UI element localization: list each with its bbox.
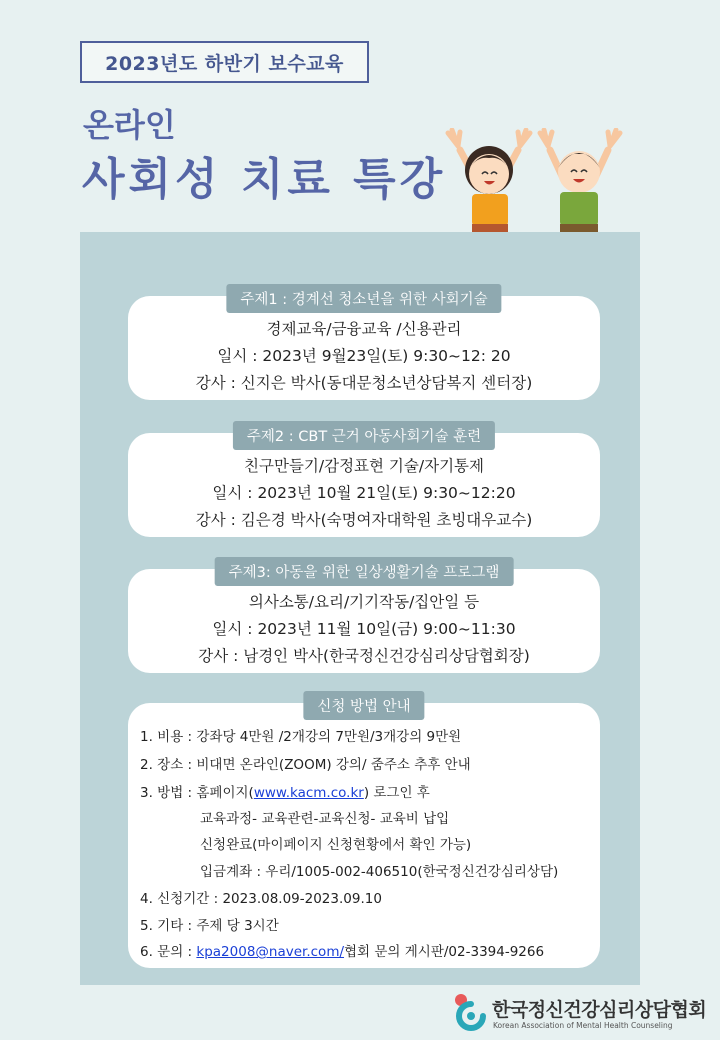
application-info-card xyxy=(128,699,600,968)
info-contact xyxy=(140,940,544,960)
info-method xyxy=(140,781,430,801)
session-label: 주제3: 아동을 위한 일상생활기술 프로그램 xyxy=(215,557,514,586)
session-topics: 친구만들기/감정표현 기술/자기통제 xyxy=(244,457,484,475)
session-date: 일시 : 2023년 9월23일(토) 9:30~12: 20 xyxy=(217,347,511,365)
session-date: 일시 : 2023년 10월 21일(토) 9:30~12:20 xyxy=(212,484,516,502)
info-etc: 5. 기타 : 주제 당 3시간 xyxy=(140,918,279,934)
session-topics: 의사소통/요리/기기작동/집안일 등 xyxy=(248,593,480,611)
contact-suffix: 협회 문의 게시판/02-3394-9266 xyxy=(344,944,545,960)
program-badge: 2023년도 하반기 보수교육 xyxy=(80,41,369,83)
session-topics: 경제교육/금융교육 /신용관리 xyxy=(266,320,462,338)
session-lecturer: 강사 : 김은경 박사(숙명여자대학원 초빙대우교수) xyxy=(195,511,533,529)
info-method-step: 신청완료(마이페이지 신청현황에서 확인 가능) xyxy=(200,837,472,853)
info-account: 입금계좌 : 우리/1005-002-406510(한국정신건강심리상담) xyxy=(200,864,559,880)
method-prefix: 3. 방법 : 홈페이지( xyxy=(140,785,254,801)
session-lecturer: 강사 : 남경인 박사(한국정신건강심리상담협회장) xyxy=(198,647,530,665)
org-name-english: Korean Association of Mental Health Counseling xyxy=(493,1021,673,1030)
method-suffix: ) 로그인 후 xyxy=(363,785,430,801)
session-card-2 xyxy=(128,429,600,537)
session-card-1 xyxy=(128,292,600,400)
page-title: 사회성 치료 특강 xyxy=(82,154,447,205)
logo-icon xyxy=(452,992,490,1032)
session-label: 주제2 : CBT 근거 아동사회기술 훈련 xyxy=(233,421,495,450)
info-period: 4. 신청기간 : 2023.08.09-2023.09.10 xyxy=(140,891,382,907)
organization-logo xyxy=(452,992,707,1036)
session-label: 주제1 : 경계선 청소년을 위한 사회기술 xyxy=(226,284,501,313)
info-method-step: 교육과정- 교육관련-교육신청- 교육비 납입 xyxy=(200,811,450,827)
page-subtitle: 온라인 xyxy=(83,106,176,144)
session-date: 일시 : 2023년 11월 10일(금) 9:00~11:30 xyxy=(212,620,516,638)
session-card-3 xyxy=(128,565,600,673)
homepage-link[interactable]: www.kacm.co.kr xyxy=(253,785,364,801)
contact-email-link[interactable]: kpa2008@naver.com/ xyxy=(196,944,345,960)
org-name-korean: 한국정신건강심리상담협회 xyxy=(492,999,707,1021)
info-fee: 1. 비용 : 강좌당 4만원 /2개강의 7만원/3개강의 9만원 xyxy=(140,729,462,745)
info-place: 2. 장소 : 비대면 온라인(ZOOM) 강의/ 줌주소 추후 안내 xyxy=(140,757,471,773)
info-label: 신청 방법 안내 xyxy=(303,691,424,720)
session-lecturer: 강사 : 신지은 박사(동대문청소년상담복지 센터장) xyxy=(195,374,533,392)
contact-prefix: 6. 문의 : xyxy=(140,944,197,960)
